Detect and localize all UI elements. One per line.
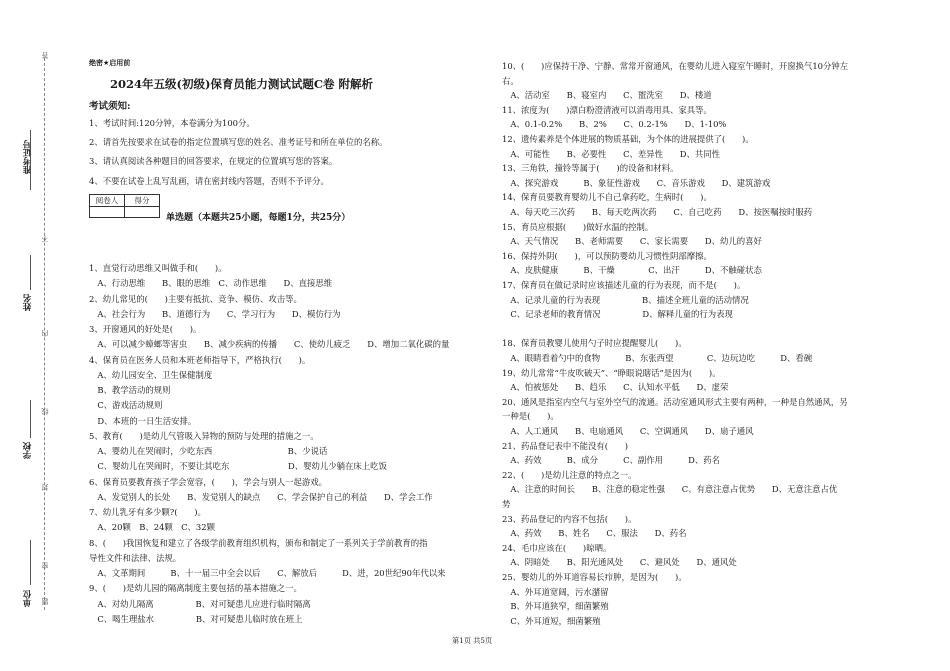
- question-line: C、婴幼儿在哭闹时，不要让其吃东 D、婴幼儿少躺在床上吃饭: [89, 461, 387, 472]
- question-line: 1、直觉行动思维又叫做手和( )。: [89, 263, 227, 273]
- question-line: A、怕被惩处 B、趋乐 C、认知水平低 D、虚荣: [502, 382, 729, 393]
- question-line: 19、幼儿常常“牛皮吹破天”、“睁眼说瞎话”是因为( )。: [502, 367, 721, 378]
- question-line: A、注意的时间长 B、注意的稳定性强 C、有意注意占优势 D、无意注意占优: [502, 484, 838, 495]
- name-field[interactable]: [30, 255, 31, 290]
- question-line: 9、( )是幼儿园的隔离制度主要包括的基本措施之一。: [89, 583, 302, 594]
- page-footer: 第1页 共5页: [452, 636, 493, 645]
- seal-mark: 封: [41, 484, 49, 491]
- confidential-mark: 绝密★启用前: [89, 59, 131, 67]
- exam-id-field[interactable]: [30, 130, 31, 190]
- question-line: 8、( )我国恢复和建立了各级学前教育组织机构，颁布和制定了一系列关于学前教育的指: [89, 537, 428, 548]
- question-line: A、发觉别人的长处 B、发觉别人的缺点 C、学会保护自己的利益 D、学会工作: [89, 491, 433, 502]
- question-line: A、记录儿童的行为表现 B、描述全班儿童的活动情况: [502, 294, 749, 305]
- seal-mark: 题: [41, 598, 49, 605]
- score-header-reviewer: 阅卷人: [90, 195, 125, 207]
- section-title: 单选题（本题共25小题，每题1分，共25分）: [166, 213, 351, 223]
- question-line: 6、保育员要教育孩子学会宽容，( )，学会与别人一起游戏。: [89, 476, 327, 487]
- notice-item: 3、请认真阅读各种题目的回答要求，在规定的位置填写您的答案。: [89, 156, 338, 166]
- question-line: 23、药品登记的内容不包括( )。: [502, 513, 637, 524]
- school-field[interactable]: [30, 400, 31, 438]
- question-line: 势: [502, 499, 511, 509]
- question-line: A、可以减少蟑螂等害虫 B、减少疾病的传播 C、使幼儿疲乏 D、增加二氧化碳的量: [89, 339, 450, 350]
- notice-title: 考试须知:: [89, 101, 131, 112]
- seal-mark: 不: [41, 235, 49, 242]
- question-line: A、阴暗处 B、阳光通风处 C、避风处 D、通风处: [502, 557, 737, 568]
- question-line: C、游戏活动规则: [89, 400, 163, 411]
- seal-mark: 答: [41, 52, 49, 59]
- question-line: B、教学活动的规则: [89, 385, 171, 395]
- question-line: 16、保持外阴( )，可以预防婴幼儿习惯性阴部摩擦。: [502, 250, 712, 261]
- question-line: A、药效 B、姓名 C、服法 D、药名: [502, 528, 687, 539]
- question-line: A、眼睛看着勺中的食物 B、东张西望 C、边玩边吃 D、看碗: [502, 353, 813, 363]
- question-line: A、可能性 B、必要性 C、差异性 D、共同性: [502, 148, 720, 159]
- question-line: A、0.1-0.2% B、2% C、0.2-1% D、1-10%: [502, 119, 727, 130]
- question-line: 右。: [502, 75, 519, 86]
- question-line: A、活动室 B、寝室内 C、盥洗室 D、楼道: [502, 90, 712, 101]
- notice-item: 1、考试时间:120分钟，本卷满分为100分。: [89, 118, 255, 128]
- question-line: 导性文件和法律、法规。: [89, 552, 182, 563]
- question-line: 2、幼儿常见的( )主要有抵抗、竞争、模仿、攻击等。: [89, 293, 302, 304]
- seal-mark: 密: [41, 562, 49, 569]
- question-line: 5、教育( )是幼儿气管吸入异物的预防与处理的措施之一。: [89, 430, 319, 441]
- question-line: 20、通风是指室内空气与室外空气的流通。活动室通风形式主要有两种，一种是自然通风，另: [502, 396, 848, 407]
- question-line: 18、保育员教婴儿使用勺子时应提醒婴儿( )。: [502, 338, 687, 349]
- question-line: A、天气情况 B、老师需要 C、家长需要 D、幼儿的喜好: [502, 236, 762, 247]
- unit-field[interactable]: [30, 540, 31, 585]
- question-line: 一种是( )。: [502, 411, 559, 422]
- question-line: 15、育员应根据( )做好水温的控制。: [502, 221, 654, 232]
- question-line: 21、药品登记表中不能没有( ): [502, 440, 629, 451]
- notice-item: 2、请首先按要求在试卷的指定位置填写您的姓名、准考证号和所在单位的名称。: [89, 137, 388, 147]
- score-header-score: 得分: [125, 195, 160, 207]
- notice-item: 4、不要在试卷上乱写乱画，请在密封线内答题，否则不予评分。: [89, 176, 329, 186]
- seal-mark: 内: [41, 330, 49, 337]
- question-line: A、20颗 B、24颗 C、32颗: [89, 522, 215, 533]
- question-line: 13、三角铁，撞铃等属于( )的设备和材料。: [502, 163, 679, 174]
- question-line: 7、幼儿乳牙有多少颗?( )。: [89, 507, 206, 517]
- score-table: [89, 194, 160, 218]
- question-line: C、外耳道短，细菌繁殖: [502, 615, 601, 626]
- score-cell[interactable]: [125, 207, 160, 218]
- question-line: 24、毛巾应该在( )晾晒。: [502, 542, 612, 553]
- question-line: A、探究游戏 B、象征性游戏 C、音乐游戏 D、建筑游戏: [502, 177, 771, 188]
- question-line: 4、保育员在医务人员和本班老师指导下，严格执行( )。: [89, 354, 311, 365]
- question-line: 11、浓度为( )漂白粉澄清液可以消毒用具、家具等。: [502, 104, 712, 115]
- question-line: A、外耳道宽阔，污水潴留: [502, 586, 609, 597]
- question-line: C、记录老师的教育情况 D、解释儿童的行为表现: [502, 309, 733, 320]
- question-line: 17、保育员在做记录时应该描述儿童的行为表现，而不是( )。: [502, 280, 746, 290]
- question-line: 3、开窗通风的好处是( )。: [89, 324, 202, 334]
- question-line: 12、遗传素养是个体进展的物质基础，为个体的进展提供了( )。: [502, 134, 754, 144]
- question-line: 25、婴幼儿的外耳道容易长疖肿，是因为( )。: [502, 572, 687, 582]
- exam-id-label: 准考证号: [23, 140, 33, 174]
- question-line: 14、保育员要教育婴幼儿不自己拿药吃，生病时( )。: [502, 192, 712, 203]
- question-line: 10、( )应保持干净、宁静、常常开窗通风，在婴幼儿进入寝室午睡时，开窗换气10分钟左: [502, 61, 849, 71]
- question-line: A、幼儿园安全、卫生保健制度: [89, 369, 213, 380]
- reviewer-cell[interactable]: [90, 207, 125, 218]
- question-line: A、婴幼儿在哭闹时，少吃东西 B、少说话: [89, 446, 328, 456]
- page-title: 2024年五级(初级)保育员能力测试试题C卷 附解析: [110, 77, 374, 91]
- unit-label: 单位: [23, 590, 33, 607]
- question-line: D、本班的一日生活安排。: [89, 415, 197, 426]
- question-line: A、皮肤健康 B、干燥 C、出汗 D、不触碰状态: [502, 265, 762, 276]
- question-line: A、人工通风 B、电扇通风 C、空调通风 D、扇子通风: [502, 426, 754, 436]
- question-line: A、每天吃三次药 B、每天吃两次药 C、自己吃药 D、按医嘱按时服药: [502, 207, 813, 217]
- question-line: C、喝生理盐水 B、对可疑患儿临时放在班上: [89, 613, 303, 624]
- question-line: A、对幼儿隔离 B、对可疑患儿应进行临时隔离: [89, 598, 311, 609]
- question-line: A、文革期间 B、十一届三中全会以后 C、解放后 D、进，20世纪90年代以来: [89, 568, 446, 578]
- question-line: A、社会行为 B、道德行为 C、学习行为 D、模仿行为: [89, 308, 341, 319]
- question-line: A、行动思维 B、眼的思维 C、动作思维 D、直接思维: [89, 278, 333, 289]
- question-line: B、外耳道狭窄，细菌繁殖: [502, 601, 609, 612]
- school-label: 学校: [23, 442, 33, 459]
- question-line: 22、( )是幼儿注意的特点之一。: [502, 469, 637, 480]
- question-line: A、药效 B、成分 C、副作用 D、药名: [502, 455, 720, 466]
- name-label: 姓名: [23, 294, 33, 311]
- seal-mark: 线: [41, 408, 49, 415]
